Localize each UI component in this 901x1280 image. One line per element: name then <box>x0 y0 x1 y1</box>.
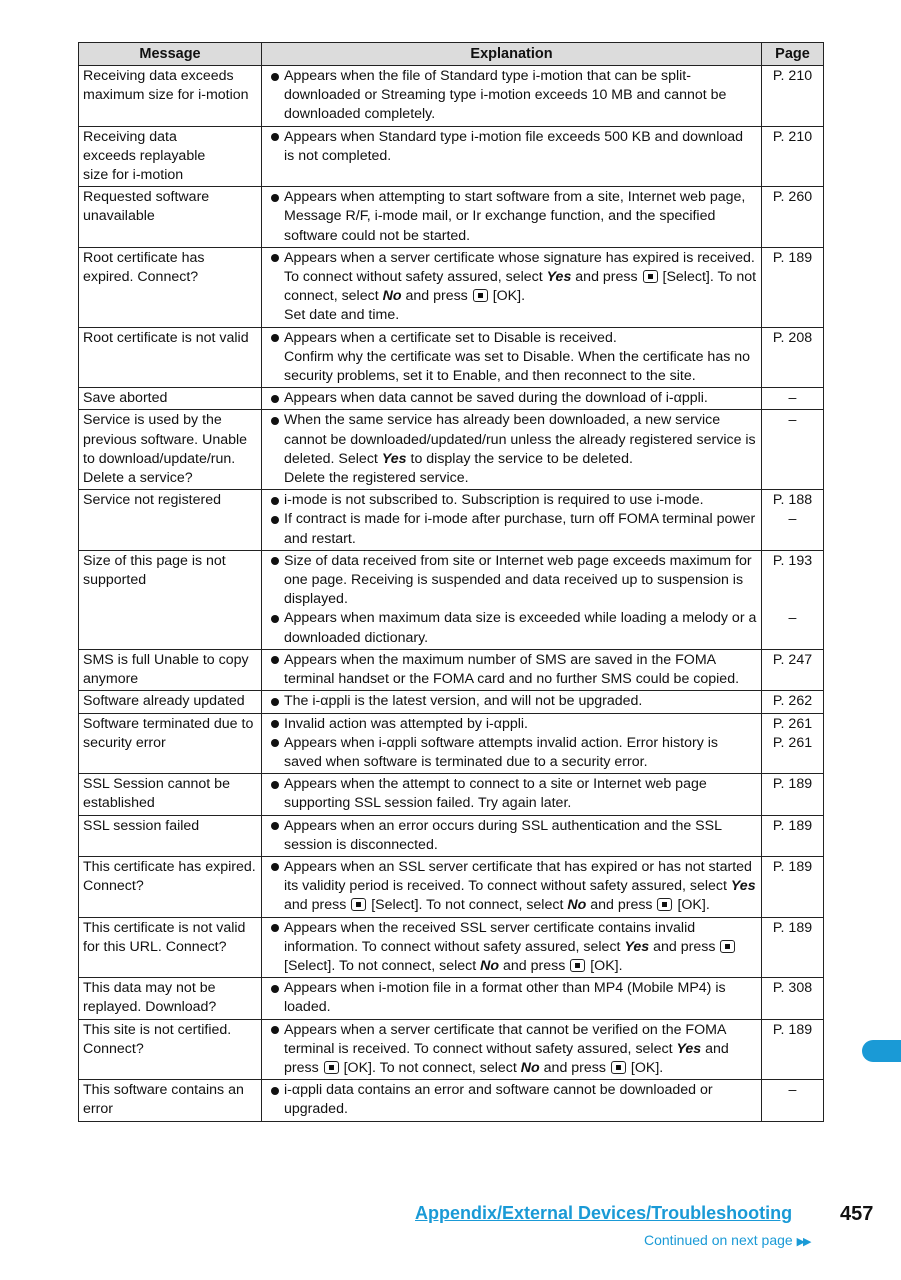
message-cell: Software already updated <box>79 691 262 713</box>
bullet-icon <box>266 552 284 610</box>
explanation-cell: Appears when i-motion file in a format other than MP4 (Mobile MP4) is loaded. <box>262 978 762 1019</box>
page-cell: P. 189 <box>762 1019 824 1080</box>
center-key-icon <box>351 898 366 911</box>
table-row <box>79 649 824 690</box>
section-link[interactable]: Appendix/External Devices/Troubleshooting <box>415 1203 793 1223</box>
center-key-icon <box>324 1061 339 1074</box>
table-row <box>79 327 824 388</box>
page-cell: P. 308 <box>762 978 824 1019</box>
bullet-icon <box>266 858 284 916</box>
center-key-icon <box>611 1061 626 1074</box>
table-row <box>79 490 824 551</box>
header-message: Message <box>79 43 262 66</box>
explanation-cell: Appears when the attempt to connect to a site or Internet web page supporting SSL session failed. Try again later. <box>262 774 762 815</box>
table-row <box>79 774 824 815</box>
bullet-icon <box>266 510 284 548</box>
message-cell: Service not registered <box>79 490 262 551</box>
page-cell: P. 247 <box>762 649 824 690</box>
message-cell: Root certificate has expired. Connect? <box>79 247 262 327</box>
explanation-cell: Appears when data cannot be saved during the download of i-αppli. <box>262 388 762 410</box>
bullet-icon <box>266 188 284 246</box>
explanation-cell: Appears when Standard type i-motion file exceeds 500 KB and download is not completed. <box>262 126 762 187</box>
bullet-icon <box>266 919 284 977</box>
table-row <box>79 691 824 713</box>
bullet-icon <box>266 67 284 125</box>
message-cell: Service is used by the previous software. Unable to download/update/run. Delete a service? <box>79 410 262 490</box>
table-row <box>79 187 824 248</box>
message-cell: Software terminated due to security error <box>79 713 262 774</box>
header-explanation: Explanation <box>262 43 762 66</box>
page-cell: P. 188 – <box>762 490 824 551</box>
table-row <box>79 1019 824 1080</box>
double-arrow-icon: ▶▶ <box>796 1236 810 1248</box>
message-cell: This software contains an error <box>79 1080 262 1121</box>
error-message-table <box>78 42 824 1122</box>
page-cell: P. 208 <box>762 327 824 388</box>
page-cell: – <box>762 410 824 490</box>
explanation-cell: Appears when an SSL server certificate that has expired or has not started its validity period is received. To connect without safety assured, select Yes and press [Select]. To not connect, select No and press [OK]. <box>262 856 762 917</box>
message-cell: This data may not be replayed. Download? <box>79 978 262 1019</box>
section-tab-marker <box>862 1040 901 1062</box>
explanation-cell: Appears when the maximum number of SMS are saved in the FOMA terminal handset or the FOMA card and no further SMS could be copied. <box>262 649 762 690</box>
explanation-cell: Invalid action was attempted by i-αppli. Appears when i-αppli software attempts invalid action. Error history is saved when software is terminated due to a security error. <box>262 713 762 774</box>
page-cell: P. 189 <box>762 247 824 327</box>
explanation-cell: Appears when attempting to start software from a site, Internet web page, Message R/F, i-mode mail, or Ir exchange function, and the specified software could not be started. <box>262 187 762 248</box>
bullet-icon <box>266 734 284 772</box>
page-number: 457 <box>840 1203 874 1225</box>
explanation-cell: Appears when an error occurs during SSL authentication and the SSL session is disconnected. <box>262 815 762 856</box>
page-cell: P. 189 <box>762 856 824 917</box>
table-row <box>79 66 824 127</box>
table-row <box>79 713 824 774</box>
explanation-cell: i-mode is not subscribed to. Subscription is required to use i-mode. If contract is made for i-mode after purchase, turn off FOMA terminal power and restart. <box>262 490 762 551</box>
explanation-cell: Appears when the received SSL server certificate contains invalid information. To connect without safety assured, select Yes and press [Select]. To not connect, select No and press [OK]. <box>262 917 762 978</box>
continued-next-page[interactable]: Continued on next page ▶▶ <box>644 1232 810 1248</box>
bullet-icon <box>266 1021 284 1079</box>
message-cell: This certificate is not valid for this URL. Connect? <box>79 917 262 978</box>
table-row <box>79 917 824 978</box>
message-cell: Size of this page is not supported <box>79 550 262 649</box>
page-cell: P. 260 <box>762 187 824 248</box>
explanation-cell: Appears when the file of Standard type i-motion that can be split-downloaded or Streaming type i-motion exceeds 10 MB and cannot be downloaded completely. <box>262 66 762 127</box>
bullet-icon <box>266 329 284 348</box>
table-row <box>79 388 824 410</box>
table-row <box>79 410 824 490</box>
table-row <box>79 550 824 649</box>
message-cell: SSL Session cannot be established <box>79 774 262 815</box>
page-cell: P. 261 P. 261 <box>762 713 824 774</box>
bullet-icon <box>266 979 284 1017</box>
message-cell: Receiving data exceeds maximum size for i-motion <box>79 66 262 127</box>
page-cell: P. 210 <box>762 126 824 187</box>
page-cell: – <box>762 388 824 410</box>
bullet-icon <box>266 775 284 813</box>
bullet-icon <box>266 249 284 307</box>
message-cell: Requested software unavailable <box>79 187 262 248</box>
center-key-icon <box>570 959 585 972</box>
center-key-icon <box>657 898 672 911</box>
table-row <box>79 856 824 917</box>
bullet-icon <box>266 715 284 734</box>
explanation-cell: Appears when a server certificate whose signature has expired is received. To connect without safety assured, select Yes and press [Select]. To not connect, select No and press [OK]. Set date and time. <box>262 247 762 327</box>
message-cell: This certificate has expired. Connect? <box>79 856 262 917</box>
explanation-cell: Appears when a certificate set to Disable is received. Confirm why the certificate was set to Disable. When the certificate has no security problems, set it to Enable, and then reconnect to the site. <box>262 327 762 388</box>
bullet-icon <box>266 128 284 166</box>
explanation-cell: When the same service has already been downloaded, a new service cannot be downloaded/updated/run unless the already registered service is deleted. Select Yes to display the service to be deleted. Delete the registered service. <box>262 410 762 490</box>
message-cell: SSL session failed <box>79 815 262 856</box>
page-cell: P. 189 <box>762 815 824 856</box>
table-row <box>79 978 824 1019</box>
bullet-icon <box>266 491 284 510</box>
message-cell: Root certificate is not valid <box>79 327 262 388</box>
bullet-icon <box>266 1081 284 1119</box>
message-cell: This site is not certified. Connect? <box>79 1019 262 1080</box>
bullet-icon <box>266 692 284 711</box>
center-key-icon <box>720 940 735 953</box>
bullet-icon <box>266 651 284 689</box>
table-row <box>79 1080 824 1121</box>
center-key-icon <box>473 289 488 302</box>
header-page: Page <box>762 43 824 66</box>
table-row <box>79 815 824 856</box>
page-cell: P. 262 <box>762 691 824 713</box>
explanation-cell: The i-αppli is the latest version, and will not be upgraded. <box>262 691 762 713</box>
explanation-cell: Appears when a server certificate that cannot be verified on the FOMA terminal is received. To connect without safety assured, select Yes and press [OK]. To not connect, select No and press [OK]. <box>262 1019 762 1080</box>
table-row <box>79 126 824 187</box>
center-key-icon <box>643 270 658 283</box>
message-cell: Save aborted <box>79 388 262 410</box>
bullet-icon <box>266 389 284 408</box>
page-cell: P. 210 <box>762 66 824 127</box>
page-cell: P. 193 – <box>762 550 824 649</box>
page-cell: P. 189 <box>762 774 824 815</box>
table-header-row <box>79 43 824 66</box>
message-cell: Receiving data exceeds replayable size for i-motion <box>79 126 262 187</box>
table-row <box>79 247 824 327</box>
explanation-cell: i-αppli data contains an error and software cannot be downloaded or upgraded. <box>262 1080 762 1121</box>
bullet-icon <box>266 411 284 469</box>
explanation-cell: Size of data received from site or Internet web page exceeds maximum for one page. Receiving is suspended and data received up to suspension is displayed. Appears when maximum data size is exceeded while loading a melody or a downloaded dictionary. <box>262 550 762 649</box>
page-cell: – <box>762 1080 824 1121</box>
message-cell: SMS is full Unable to copy anymore <box>79 649 262 690</box>
page-cell: P. 189 <box>762 917 824 978</box>
bullet-icon <box>266 817 284 855</box>
bullet-icon <box>266 609 284 647</box>
